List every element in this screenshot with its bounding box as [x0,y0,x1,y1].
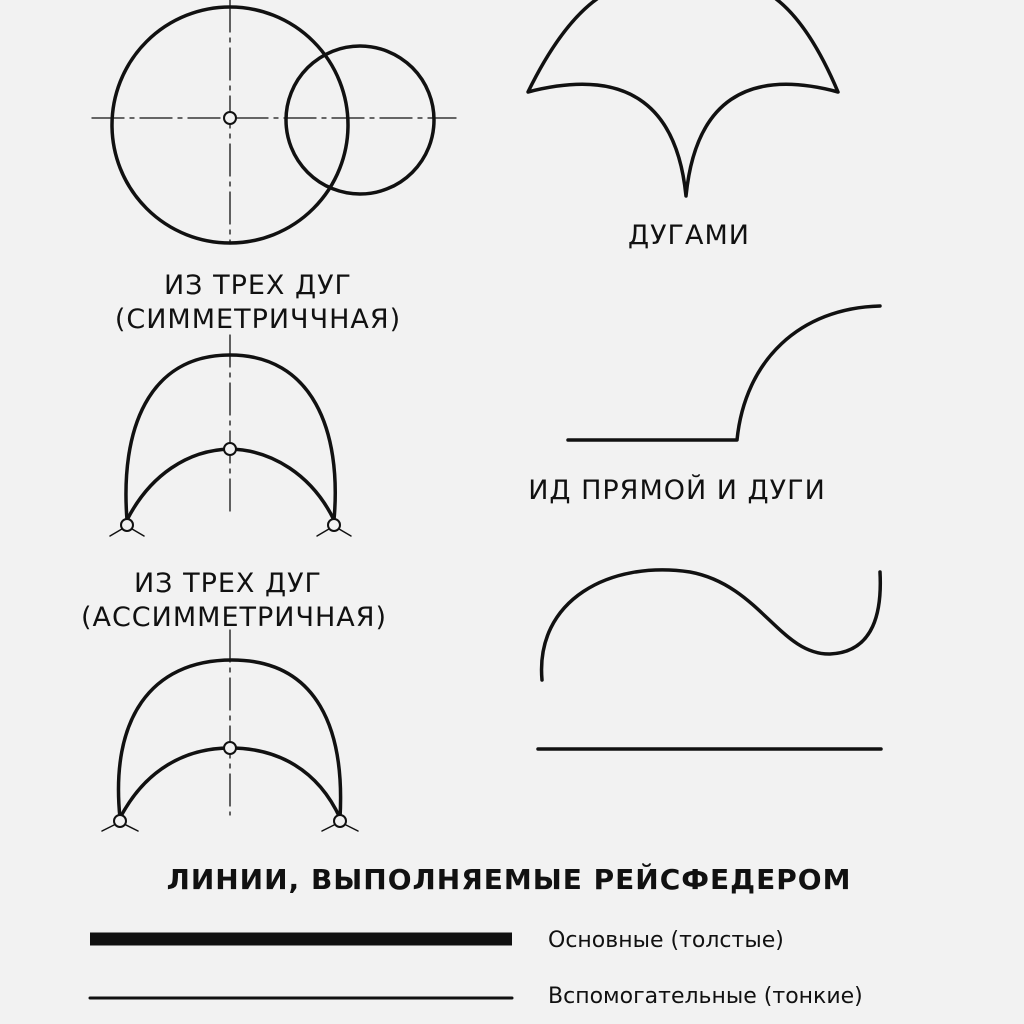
line-and-arc-caption: ИД ПРЯМОЙ И ДУГИ [528,475,826,506]
asymmetric-right-point [334,815,346,827]
symmetric-caption-line2: (СИММЕТРИЧЧНАЯ) [114,304,402,335]
legend-thin-label: Вспомогательные (тонкие) [548,984,863,1009]
asymmetric-top-point [224,742,236,754]
wave-curve-figure [542,570,881,680]
asymmetric-three-arc-figure [102,630,358,831]
legend-thick-label: Основные (толстые) [548,928,784,953]
line-and-arc-figure [568,306,880,440]
arcs-figure [528,0,838,196]
arcs-caption: ДУГАМИ [628,220,750,251]
symmetric-caption-line1: ИЗ ТРЕХ ДУГ [163,270,353,301]
asymmetric-left-point [114,815,126,827]
small-circle [286,46,434,194]
symmetric-right-point [328,519,340,531]
asymmetric-caption-line2: (АССИММЕТРИЧНАЯ) [80,602,388,633]
two-circles-figure [92,0,456,244]
section-title: ЛИНИИ, ВЫПОЛНЯЕМЫЕ РЕЙСФЕДЕРОМ [166,863,852,896]
asymmetric-caption-line1: ИЗ ТРЕХ ДУГ [133,568,323,599]
symmetric-top-point [224,443,236,455]
center-point [224,112,236,124]
symmetric-left-point [121,519,133,531]
symmetric-three-arc-figure [110,335,351,536]
